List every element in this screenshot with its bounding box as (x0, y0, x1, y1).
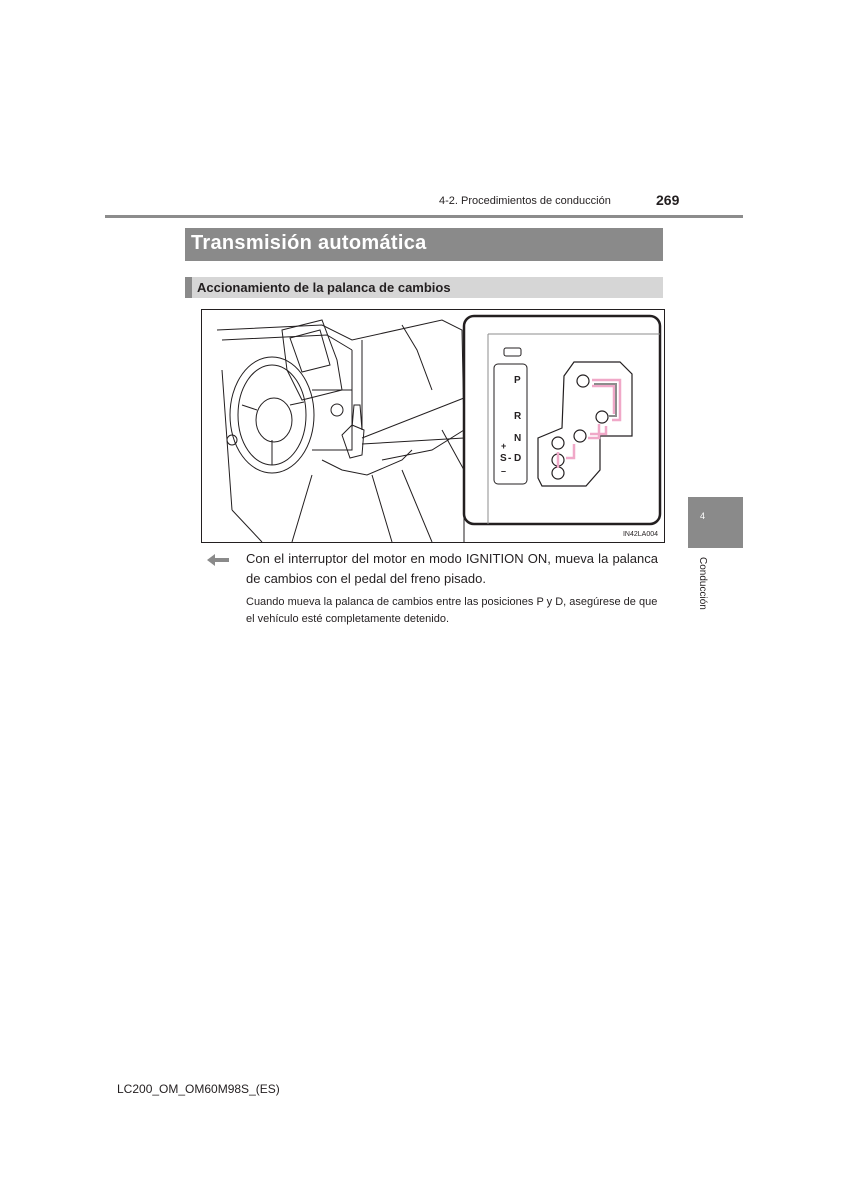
title-bar (185, 228, 663, 261)
note-text: Cuando mueva la palanca de cambios entre las posiciones P y D, asegúrese de que el vehículo esté completamente detenido. (246, 596, 658, 625)
gate-label-n: N (514, 433, 522, 444)
gate-label-r: R (514, 411, 522, 422)
header-rule (105, 215, 743, 218)
section-subtitle: Accionamiento de la palanca de cambios (197, 280, 451, 295)
page-number: 269 (656, 192, 680, 208)
cabin-illustration (217, 320, 464, 542)
header-section: 4-2. Procedimientos de conducción (439, 195, 611, 207)
gate-label-d: D (514, 453, 522, 464)
subtitle-bar (185, 277, 663, 298)
footer-doc-code: LC200_OM_OM60M98S_(ES) (117, 1082, 280, 1096)
gate-label-s: S (500, 453, 507, 464)
shift-lever-figure (201, 309, 665, 543)
figure-illustration (202, 310, 664, 542)
chapter-number: 4 (700, 511, 706, 521)
chapter-tab (688, 497, 743, 548)
figure-code: IN42LA004 (622, 531, 658, 538)
subtitle-accent (185, 277, 192, 298)
chapter-title: Conducción (697, 557, 708, 610)
callout-lines (362, 398, 464, 444)
gate-label-p: P (514, 375, 521, 386)
left-arrow-icon (207, 554, 229, 566)
gate-label-dash: - (508, 453, 512, 464)
gate-label-plus: + (501, 441, 507, 451)
gate-panel (464, 316, 660, 524)
page-title: Transmisión automática (191, 232, 427, 254)
gate-label-minus: – (501, 466, 507, 476)
instruction-text: Con el interruptor del motor en modo IGNITION ON, mueva la palanca de cambios con el pedal del freno pisado. (246, 551, 658, 586)
